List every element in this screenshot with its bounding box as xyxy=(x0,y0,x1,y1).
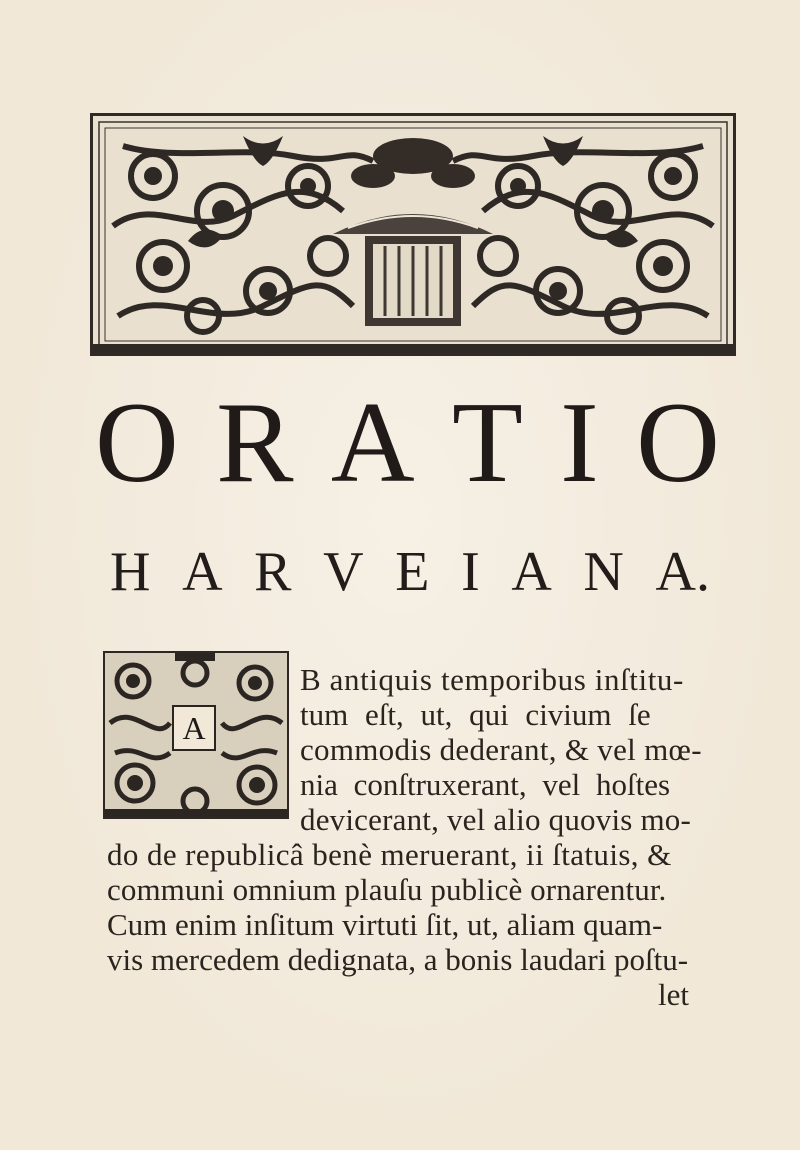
title-letter: A xyxy=(330,379,415,507)
subtitle-letter: R xyxy=(254,541,292,603)
text-line: vis mercedem dedignata, a bonis laudari poſtu- xyxy=(107,942,689,977)
text-line: communi omnium plauſu publicè ornarentur. xyxy=(107,872,667,907)
title-letter: R xyxy=(216,379,294,507)
subtitle-letter: E xyxy=(395,541,430,603)
title-letter: I xyxy=(560,379,599,507)
subtitle-letter: H xyxy=(110,541,151,603)
title-letter: O xyxy=(636,379,720,507)
initial-letter: A xyxy=(172,705,216,751)
text-line: tum eſt, ut, qui civium ſe xyxy=(300,697,651,732)
subtitle-letter: A xyxy=(182,541,223,603)
text-line: do de republicâ benè meruerant, ii ſtatuis, & xyxy=(107,837,672,872)
text-line: nia conſtruxerant, vel hoſtes xyxy=(300,767,671,802)
subtitle-letter: A. xyxy=(655,541,710,603)
text-line: Cum enim inſitum virtuti ſit, ut, aliam quam- xyxy=(107,907,663,942)
text-line: let xyxy=(658,977,689,1012)
subtitle-letter: I xyxy=(461,541,480,603)
subtitle-letter: A xyxy=(511,541,552,603)
title-letter: O xyxy=(95,379,179,507)
text-line: devicerant, vel alio quovis mo- xyxy=(300,802,692,837)
title-letter: T xyxy=(451,379,523,507)
text-line: commodis dederant, & vel mœ- xyxy=(300,732,702,767)
subtitle-letter: V xyxy=(323,541,364,603)
subtitle-letter: N xyxy=(583,541,624,603)
text-line: B antiquis temporibus inſtitu- xyxy=(300,662,684,697)
